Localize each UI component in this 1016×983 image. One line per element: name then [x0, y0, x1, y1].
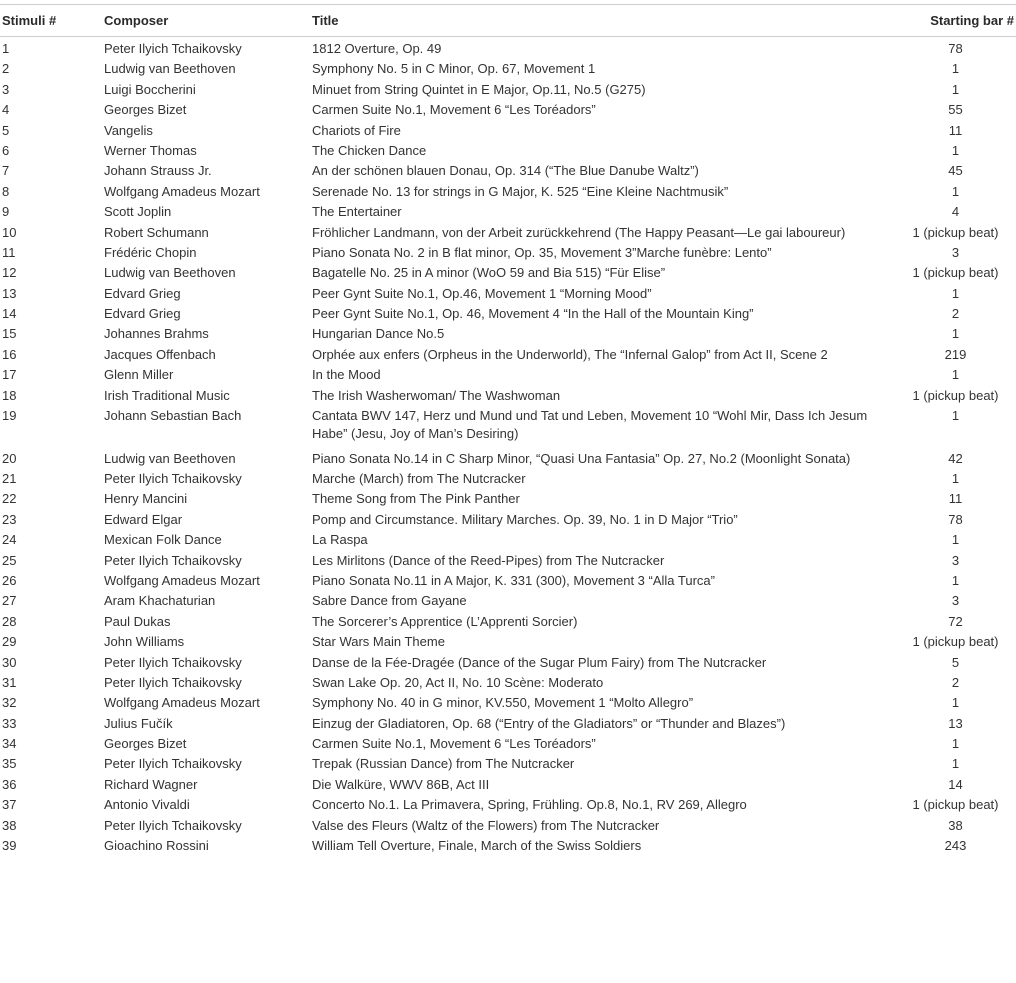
stimuli-number-cell: 21 [2, 471, 17, 487]
starting-bar-cell: 1 [951, 471, 960, 487]
title-cell: Carmen Suite No.1, Movement 6 “Les Toréadors” [312, 736, 596, 752]
starting-bar-cell: 1 [951, 532, 960, 548]
stimuli-number-cell: 39 [2, 838, 17, 854]
stimuli-number-cell: 14 [2, 306, 17, 322]
composer-cell: Werner Thomas [104, 142, 197, 158]
title-cell: Piano Sonata No.11 in A Major, K. 331 (300), Movement 3 “Alla Turca” [312, 572, 715, 588]
title-cell: Hungarian Dance No.5 [312, 326, 445, 342]
title-cell: Les Mirlitons (Dance of the Reed-Pipes) from The Nutcracker [312, 552, 665, 568]
starting-bar-cell: 38 [948, 817, 963, 833]
table-row [0, 57, 1016, 77]
composer-cell: Edvard Grieg [104, 285, 181, 301]
starting-bar-cell: 1 (pickup beat) [912, 797, 999, 813]
stimuli-number-cell: 28 [2, 613, 17, 629]
stimuli-number-cell: 22 [2, 491, 17, 507]
table-row [0, 610, 1016, 630]
stimuli-number-cell: 27 [2, 593, 17, 609]
starting-bar-cell: 55 [948, 102, 963, 118]
title-cell: La Raspa [312, 532, 368, 548]
stimuli-number-cell: 29 [2, 634, 17, 650]
composer-cell: Peter Ilyich Tchaikovsky [104, 756, 242, 772]
composer-cell: Peter Ilyich Tchaikovsky [104, 41, 242, 56]
table-row [0, 752, 1016, 772]
starting-bar-cell: 2 [951, 306, 960, 322]
title-cell: The Entertainer [312, 204, 402, 220]
title-cell: Symphony No. 40 in G minor, KV.550, Movement 1 “Molto Allegro” [312, 695, 694, 711]
stimuli-number-cell: 19 [2, 408, 17, 424]
title-cell: Einzug der Gladiatoren, Op. 68 (“Entry of the Gladiators” or “Thunder and Blazes”) [312, 715, 786, 731]
title-cell: The Chicken Dance [312, 142, 427, 158]
composer-cell: Glenn Miller [104, 367, 174, 383]
stimuli-number-cell: 24 [2, 532, 17, 548]
composer-cell: Peter Ilyich Tchaikovsky [104, 471, 242, 487]
starting-bar-cell: 1 [951, 326, 960, 342]
table-row [0, 139, 1016, 159]
starting-bar-cell: 1 [951, 142, 960, 158]
table-row [0, 200, 1016, 220]
table-row [0, 732, 1016, 752]
starting-bar-cell: 11 [948, 122, 963, 138]
title-cell: Symphony No. 5 in C Minor, Op. 67, Movement 1 [312, 61, 596, 77]
table-row [0, 651, 1016, 671]
title-cell: Fröhlicher Landmann, von der Arbeit zurückkehrend (The Happy Peasant—Le gai laboureur) [312, 224, 846, 240]
stimuli-number-cell: 2 [2, 61, 10, 77]
title-cell: Minuet from String Quintet in E Major, Op.11, No.5 (G275) [312, 81, 646, 97]
starting-bar-cell: 45 [948, 163, 963, 179]
composer-cell: Vangelis [104, 122, 153, 138]
title-cell: Cantata BWV 147, Herz und Mund und Tat und Leben, Movement 10 “Wohl Mir, Dass Ich Jesum Habe” (Jesu, Joy of Man’s Desiring) [312, 408, 868, 442]
stimuli-number-cell: 5 [2, 122, 10, 138]
stimuli-number-cell: 3 [2, 81, 10, 97]
starting-bar-cell: 2 [951, 674, 960, 690]
table-row [0, 241, 1016, 261]
composer-cell: Peter Ilyich Tchaikovsky [104, 552, 242, 568]
title-cell: The Irish Washerwoman/ The Washwoman [312, 387, 561, 403]
title-cell: Piano Sonata No.14 in C Sharp Minor, “Quasi Una Fantasia” Op. 27, No.2 (Moonlight Sonata) [312, 450, 851, 466]
table-row [0, 528, 1016, 548]
starting-bar-cell: 1 (pickup beat) [912, 224, 999, 240]
stimuli-number-cell: 36 [2, 776, 17, 792]
title-cell: William Tell Overture, Finale, March of the Swiss Soldiers [312, 838, 642, 854]
title-cell: Peer Gynt Suite No.1, Op.46, Movement 1 “Morning Mood” [312, 285, 652, 301]
starting-bar-cell: 5 [951, 654, 960, 670]
stimuli-number-cell: 9 [2, 204, 10, 220]
title-cell: Swan Lake Op. 20, Act II, No. 10 Scène: Moderato [312, 674, 604, 690]
table-row [0, 814, 1016, 834]
composer-cell: Peter Ilyich Tchaikovsky [104, 654, 242, 670]
table-row [0, 78, 1016, 98]
composer-cell: Peter Ilyich Tchaikovsky [104, 817, 242, 833]
table-row [0, 98, 1016, 118]
table-row [0, 691, 1016, 711]
composer-cell: Richard Wagner [104, 776, 198, 792]
starting-bar-cell: 1 (pickup beat) [912, 634, 999, 650]
table-row [0, 487, 1016, 507]
stimuli-number-cell: 25 [2, 552, 17, 568]
stimuli-number-cell: 8 [2, 183, 10, 199]
stimuli-number-cell: 12 [2, 265, 17, 281]
starting-bar-cell: 78 [948, 41, 963, 56]
stimuli-number-cell: 15 [2, 326, 17, 342]
composer-cell: Robert Schumann [104, 224, 209, 240]
composer-cell: Johannes Brahms [104, 326, 209, 342]
table-row [0, 712, 1016, 732]
starting-bar-cell: 1 (pickup beat) [912, 387, 999, 403]
table-header [0, 5, 1016, 37]
starting-bar-cell: 219 [944, 346, 967, 362]
table-row [0, 302, 1016, 322]
table-row [0, 384, 1016, 404]
table-row [0, 630, 1016, 650]
composer-cell: Antonio Vivaldi [104, 797, 190, 813]
table-row [0, 671, 1016, 691]
table-row [0, 37, 1016, 57]
starting-bar-cell: 1 [951, 756, 960, 772]
composer-cell: Ludwig van Beethoven [104, 265, 236, 281]
starting-bar-cell: 1 [951, 81, 960, 97]
composer-cell: Jacques Offenbach [104, 346, 216, 362]
table-body [0, 37, 1016, 854]
stimuli-number-cell: 13 [2, 285, 17, 301]
stimuli-number-cell: 1 [2, 41, 10, 56]
starting-bar-cell: 3 [951, 593, 960, 609]
starting-bar-cell: 4 [951, 204, 960, 220]
composer-cell: Georges Bizet [104, 102, 187, 118]
stimuli-number-cell: 18 [2, 387, 17, 403]
stimuli-number-cell: 37 [2, 797, 17, 813]
composer-cell: Georges Bizet [104, 736, 187, 752]
header-stimuli: Stimuli # [2, 13, 57, 28]
table-row [0, 159, 1016, 179]
table-row [0, 261, 1016, 281]
composer-cell: Wolfgang Amadeus Mozart [104, 183, 260, 199]
stimuli-number-cell: 34 [2, 736, 17, 752]
stimuli-number-cell: 26 [2, 572, 17, 588]
composer-cell: Paul Dukas [104, 613, 171, 629]
table-row [0, 467, 1016, 487]
starting-bar-cell: 1 [951, 183, 960, 199]
title-cell: Peer Gynt Suite No.1, Op. 46, Movement 4 “In the Hall of the Mountain King” [312, 306, 754, 322]
title-cell: Serenade No. 13 for strings in G Major, K. 525 “Eine Kleine Nachtmusik” [312, 183, 729, 199]
starting-bar-cell: 1 [951, 408, 960, 424]
starting-bar-cell: 11 [948, 491, 963, 507]
composer-cell: Luigi Boccherini [104, 81, 196, 97]
table-row [0, 180, 1016, 200]
starting-bar-cell: 1 (pickup beat) [912, 265, 999, 281]
title-cell: Trepak (Russian Dance) from The Nutcracker [312, 756, 575, 772]
composer-cell: Gioachino Rossini [104, 838, 209, 854]
title-cell: Star Wars Main Theme [312, 634, 445, 650]
stimuli-number-cell: 10 [2, 224, 17, 240]
title-cell: Bagatelle No. 25 in A minor (WoO 59 and Bia 515) “Für Elise” [312, 265, 666, 281]
table-row [0, 322, 1016, 342]
stimuli-number-cell: 17 [2, 367, 17, 383]
title-cell: Marche (March) from The Nutcracker [312, 471, 526, 487]
table-row [0, 549, 1016, 569]
table-row [0, 793, 1016, 813]
table-row [0, 404, 1016, 447]
table-row [0, 569, 1016, 589]
composer-cell: Johann Strauss Jr. [104, 163, 212, 179]
title-cell: Chariots of Fire [312, 122, 401, 138]
table-row [0, 221, 1016, 241]
title-cell: An der schönen blauen Donau, Op. 314 (“The Blue Danube Waltz”) [312, 163, 699, 179]
composer-cell: Irish Traditional Music [104, 387, 230, 403]
composer-cell: Ludwig van Beethoven [104, 61, 236, 77]
composer-cell: Ludwig van Beethoven [104, 450, 236, 466]
starting-bar-cell: 78 [948, 511, 963, 527]
table-row [0, 589, 1016, 609]
title-cell: Valse des Fleurs (Waltz of the Flowers) from The Nutcracker [312, 817, 660, 833]
composer-cell: Mexican Folk Dance [104, 532, 222, 548]
starting-bar-cell: 1 [951, 695, 960, 711]
stimuli-number-cell: 35 [2, 756, 17, 772]
title-cell: Theme Song from The Pink Panther [312, 491, 520, 507]
table-row [0, 773, 1016, 793]
title-cell: Concerto No.1. La Primavera, Spring, Frühling. Op.8, No.1, RV 269, Allegro [312, 797, 747, 813]
stimuli-number-cell: 38 [2, 817, 17, 833]
composer-cell: John Williams [104, 634, 185, 650]
title-cell: Carmen Suite No.1, Movement 6 “Les Toréadors” [312, 102, 596, 118]
stimuli-number-cell: 20 [2, 450, 17, 466]
composer-cell: Julius Fučík [104, 715, 173, 731]
title-cell: Piano Sonata No. 2 in B flat minor, Op. 35, Movement 3”Marche funèbre: Lento” [312, 244, 772, 260]
starting-bar-cell: 243 [944, 838, 967, 854]
stimuli-number-cell: 7 [2, 163, 10, 179]
title-cell: Pomp and Circumstance. Military Marches. Op. 39, No. 1 in D Major “Trio” [312, 511, 738, 527]
starting-bar-cell: 3 [951, 244, 960, 260]
starting-bar-cell: 1 [951, 61, 960, 77]
title-cell: Die Walküre, WWV 86B, Act III [312, 776, 490, 792]
composer-cell: Edward Elgar [104, 511, 183, 527]
table-row [0, 343, 1016, 363]
header-title: Title [312, 13, 339, 28]
composer-cell: Johann Sebastian Bach [104, 408, 242, 424]
composer-cell: Wolfgang Amadeus Mozart [104, 695, 260, 711]
title-cell: Orphée aux enfers (Orpheus in the Underworld), The “Infernal Galop” from Act II, Scene 2 [312, 346, 828, 362]
stimuli-number-cell: 4 [2, 102, 10, 118]
starting-bar-cell: 1 [951, 367, 960, 383]
stimuli-number-cell: 16 [2, 346, 17, 362]
header-composer: Composer [104, 13, 169, 28]
stimuli-number-cell: 32 [2, 695, 17, 711]
composer-cell: Edvard Grieg [104, 306, 181, 322]
header-starting-bar: Starting bar # [930, 13, 1014, 28]
stimuli-number-cell: 23 [2, 511, 17, 527]
starting-bar-cell: 3 [951, 552, 960, 568]
starting-bar-cell: 13 [948, 715, 963, 731]
composer-cell: Wolfgang Amadeus Mozart [104, 572, 260, 588]
stimuli-number-cell: 31 [2, 674, 17, 690]
stimuli-number-cell: 33 [2, 715, 17, 731]
stimuli-number-cell: 30 [2, 654, 17, 670]
starting-bar-cell: 14 [948, 776, 963, 792]
title-cell: Sabre Dance from Gayane [312, 593, 467, 609]
table-row [0, 119, 1016, 139]
composer-cell: Aram Khachaturian [104, 593, 216, 609]
stimuli-number-cell: 6 [2, 142, 10, 158]
composer-cell: Scott Joplin [104, 204, 172, 220]
stimuli-number-cell: 11 [2, 244, 16, 260]
table-row [0, 363, 1016, 383]
table-row [0, 282, 1016, 302]
starting-bar-cell: 42 [948, 450, 963, 466]
composer-cell: Peter Ilyich Tchaikovsky [104, 674, 242, 690]
starting-bar-cell: 1 [951, 572, 960, 588]
stimuli-table [0, 4, 1016, 854]
table-row [0, 447, 1016, 467]
title-cell: Danse de la Fée-Dragée (Dance of the Sugar Plum Fairy) from The Nutcracker [312, 654, 767, 670]
title-cell: In the Mood [312, 367, 381, 383]
composer-cell: Henry Mancini [104, 491, 188, 507]
starting-bar-cell: 72 [948, 613, 963, 629]
composer-cell: Frédéric Chopin [104, 244, 197, 260]
table-row [0, 834, 1016, 854]
table-row [0, 508, 1016, 528]
title-cell: 1812 Overture, Op. 49 [312, 41, 442, 56]
starting-bar-cell: 1 [951, 285, 960, 301]
title-cell: The Sorcerer’s Apprentice (L’Apprenti Sorcier) [312, 613, 578, 629]
starting-bar-cell: 1 [951, 736, 960, 752]
